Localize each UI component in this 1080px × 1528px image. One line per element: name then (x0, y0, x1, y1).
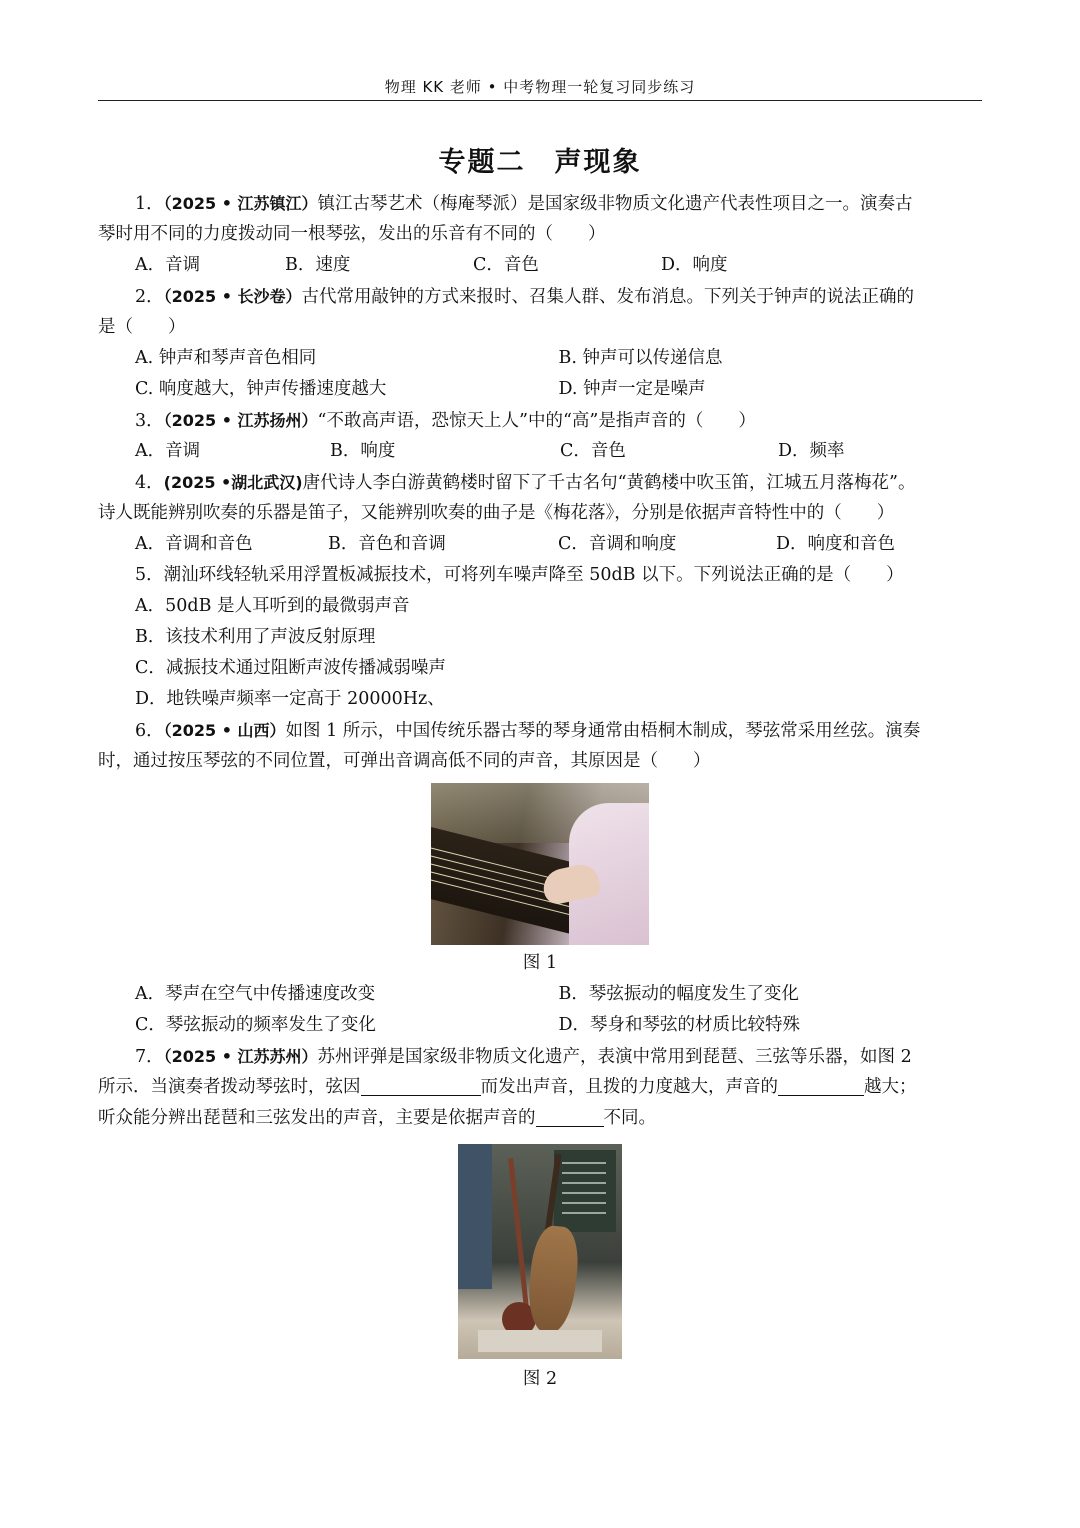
option-b[interactable]: B．该技术利用了声波反射原理 (135, 627, 376, 647)
option-a[interactable]: A. 钟声和琴声音色相同 (135, 348, 317, 368)
answer-blank-2[interactable] (778, 1073, 864, 1096)
option-b[interactable]: B. 钟声可以传递信息 (558, 348, 723, 368)
option-d[interactable]: D. 钟声一定是噪声 (558, 379, 706, 399)
question-7-line-2: 所示．当演奏者拨动琴弦时，弦因 而发出声音，且拨的力度越大，声音的 越大； (98, 1072, 982, 1103)
figure-2-wrap (98, 1144, 982, 1359)
option-b[interactable]: B．音色和音调 (328, 534, 446, 554)
option-c[interactable]: C. 响度越大，钟声传播速度越大 (135, 379, 387, 399)
page-header: 物理 KK 老师 • 中考物理一轮复习同步练习 (384, 78, 696, 96)
question-2-line-2: 是（ ） (98, 317, 186, 337)
option-a[interactable]: A．音调 (135, 441, 201, 461)
figure-2-caption: 图 2 (522, 1369, 558, 1389)
question-4-line-2: 诗人既能辨别吹奏的乐器是笛子，又能辨别吹奏的曲子是《梅花落》，分别是依据声音特性中的（ ） (98, 503, 895, 523)
pipa-sanxian-photo (458, 1144, 622, 1359)
option-c[interactable]: C．音调和响度 (558, 534, 677, 554)
header-divider (98, 100, 982, 101)
question-6-options-row-2 (98, 1010, 982, 1041)
question-6-line-2: 时，通过按压琴弦的不同位置，可弹出音调高低不同的声音，其原因是（ ） (98, 751, 711, 771)
question-2-line-1: 2．（2025 • 长沙卷）古代常用敲钟的方式来报时、召集人群、发布消息。下列关于钟声的说法正确的 (135, 287, 915, 307)
question-3-line-1: 3．（2025 • 江苏扬州）“不敢高声语，恐惊天上人”中的“高”是指声音的（ ） (135, 411, 756, 431)
guqin-photo (431, 783, 649, 945)
question-1-line-1: 1．（2025 • 江苏镇江）镇江古琴艺术（梅庵琴派）是国家级非物质文化遗产代表性项目之一。演奏古 (135, 194, 913, 214)
option-d[interactable]: D．频率 (778, 441, 845, 461)
option-b[interactable]: B．速度 (285, 255, 351, 275)
question-4-options (98, 529, 982, 560)
option-c[interactable]: C．减振技术通过阻断声波传播减弱噪声 (135, 658, 446, 678)
option-b[interactable]: B．琴弦振动的幅度发生了变化 (558, 984, 799, 1004)
question-7-line-1: 7．（2025 • 江苏苏州）苏州评弹是国家级非物质文化遗产，表演中常用到琵琶、三弦等乐器，如图 2 (135, 1047, 912, 1067)
question-1-options (98, 250, 982, 281)
question-1-line-2: 琴时用不同的力度拨动同一根琴弦，发出的乐音有不同的（ ） (98, 224, 606, 244)
answer-blank-3[interactable] (536, 1104, 604, 1127)
question-6-line-1: 6．（2025 • 山西）如图 1 所示，中国传统乐器古琴的琴身通常由梧桐木制成，琴弦常采用丝弦。演奏 (135, 721, 921, 741)
question-3-options (98, 436, 982, 467)
figure-1-wrap (98, 783, 982, 945)
option-a[interactable]: A．音调和音色 (135, 534, 253, 554)
figure-1-caption: 图 1 (522, 953, 558, 973)
option-a[interactable]: A．50dB 是人耳听到的最微弱声音 (135, 596, 410, 616)
option-c[interactable]: C．琴弦振动的频率发生了变化 (135, 1015, 376, 1035)
question-2-options-row-2 (98, 374, 982, 405)
option-a[interactable]: A．琴声在空气中传播速度改变 (135, 984, 376, 1004)
option-a[interactable]: A．音调 (135, 255, 201, 275)
option-d[interactable]: D．琴身和琴弦的材质比较特殊 (558, 1015, 801, 1035)
option-c[interactable]: C．音色 (473, 255, 539, 275)
option-d[interactable]: D．地铁噪声频率一定高于 20000Hz、 (135, 689, 445, 709)
question-7-line-3: 听众能分辨出琵琶和三弦发出的声音，主要是依据声音的 不同。 (98, 1103, 982, 1134)
question-list (98, 188, 982, 1395)
answer-blank-1[interactable] (361, 1073, 481, 1096)
question-2-options-row-1 (98, 343, 982, 374)
question-4-line-1: 4．(2025 •湖北武汉)唐代诗人李白游黄鹤楼时留下了千古名句“黄鹤楼中吹玉笛，江城五月落梅花”。 (135, 473, 916, 493)
question-5-line-1: 5．潮汕环线轻轨采用浮置板减振技术，可将列车噪声降至 50dB 以下。下列说法正确的是（ ） (135, 565, 904, 585)
option-b[interactable]: B．响度 (330, 441, 396, 461)
option-c[interactable]: C．音色 (560, 441, 626, 461)
page-title: 专题二 声现象 (438, 147, 642, 178)
option-d[interactable]: D．响度和音色 (776, 534, 896, 554)
option-d[interactable]: D．响度 (661, 255, 728, 275)
question-6-options-row-1 (98, 979, 982, 1010)
